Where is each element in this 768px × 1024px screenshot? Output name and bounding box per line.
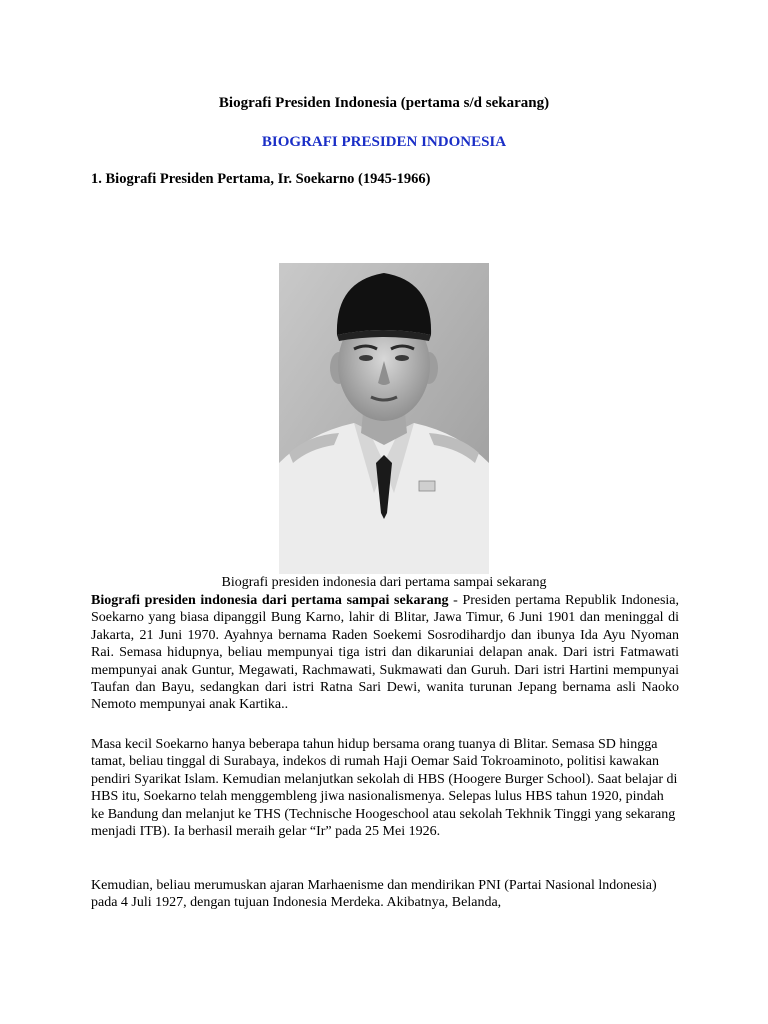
president-subheading: 1. Biografi Presiden Pertama, Ir. Soekarno (1945-1966) — [91, 171, 431, 187]
paragraph-1-text: - Presiden pertama Republik Indonesia, Soekarno yang biasa dipanggil Bung Karno, lahir di Blitar, Jawa Timur, 6 Juni 1901 dan meninggal di Jakarta, 21 Juni 1970. Ayahnya bernama Raden Soekemi Sosrodihardjo dan ibunya Ida Ayu Nyoman Rai. Semasa hidupnya, beliau mempunyai tiga istri dan dikaruniai delapan anak. Dari istri Fatmawati mempunyai anak Guntur, Megawati, Rachmawati, Sukmawati dan Guruh. Dari istri Hartini mempunyai Taufan dan Bayu, sedangkan dari istri Ratna Sari Dewi, wanita turunan Jepang bernama asli Naoko Nemoto mempunyai anak Kartika.. — [91, 593, 680, 713]
document-title: Biografi Presiden Indonesia (pertama s/d sekarang) — [218, 95, 550, 111]
biography-paragraph-3: Kemudian, beliau merumuskan ajaran Marhaenisme dan mendirikan PNI (Partai Nasional lndonesia) pada 4 Juli 1927, dengan tujuan Indonesia Merdeka. Akibatnya, Belanda, — [91, 878, 657, 911]
biography-paragraph-2: Masa kecil Soekarno hanya beberapa tahun hidup bersama orang tuanya di Blitar. Semasa SD hingga tamat, beliau tinggal di Surabaya, indekos di rumah Haji Oemar Said Tokroaminoto, politisi kawakan pendiri Syarikat Islam. Kemudian melanjutkan sekolah di HBS (Hoogere Burger School). Saat belajar di HBS itu, Soekarno telah menggembleng jiwa nasionalismenya. Selepas lulus HBS tahun 1920, pindah ke Bandung dan melanjut ke THS (Technische Hoogeschool atau sekolah Tekhnik Tinggi yang sekarang menjadi ITB). Ia berhasil meraih gelar “Ir” pada 25 Mei 1926. — [91, 737, 678, 840]
paragraph-bold-lead: Biografi presiden indonesia dari pertama sampai sekarang — [91, 593, 449, 608]
section-heading: BIOGRAFI PRESIDEN INDONESIA — [261, 134, 507, 150]
image-caption: Biografi presiden indonesia dari pertama sampai sekarang — [221, 575, 547, 590]
soekarno-portrait — [279, 263, 489, 574]
biography-paragraph-1 — [91, 592, 679, 714]
portrait-illustration — [279, 263, 489, 574]
